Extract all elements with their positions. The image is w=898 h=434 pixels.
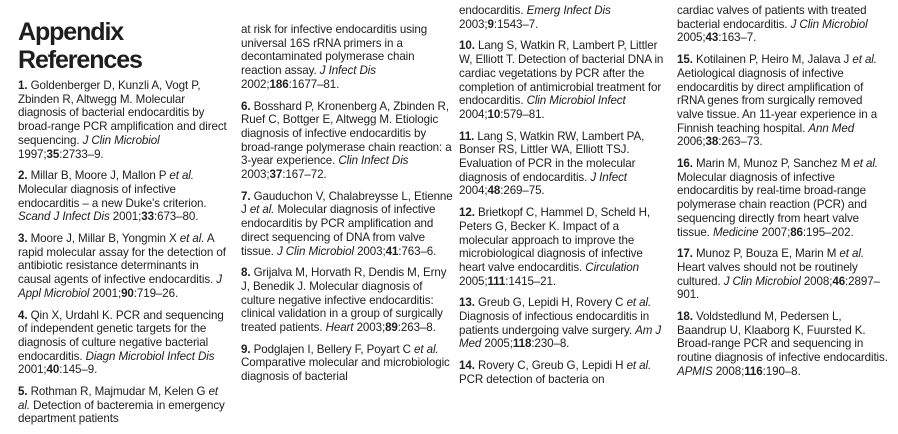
- reference-volume: 86: [790, 225, 803, 239]
- reference-et-al: et al.: [169, 169, 194, 183]
- reference-year: 2001;: [112, 210, 142, 224]
- reference-volume: 10: [487, 107, 501, 121]
- reference-pages: :579–81.: [500, 107, 545, 121]
- reference-9-text: endocarditis.: [459, 4, 524, 17]
- reference-pages: :190–8.: [762, 364, 801, 378]
- reference-item: [241, 266, 453, 335]
- reference-number: 1.: [18, 79, 28, 92]
- reference-journal: Scand J Infect Dis: [18, 210, 110, 224]
- reference-item: [18, 309, 230, 378]
- reference-number: 10.: [459, 39, 475, 53]
- reference-et-al: et al.: [852, 53, 877, 67]
- reference-list-4: [677, 53, 889, 378]
- reference-pages: :263–8.: [397, 321, 436, 335]
- reference-year: 2003;: [241, 168, 270, 182]
- reference-list-1: [18, 79, 230, 426]
- reference-item: [18, 79, 230, 161]
- reference-volume: 37: [269, 168, 283, 182]
- reference-list-2: [241, 100, 453, 384]
- reference-number: 11.: [459, 129, 475, 143]
- reference-et-al: et al.: [179, 232, 205, 246]
- reference-item: [18, 169, 230, 224]
- reference-authors-title: Voldstedlund M, Pedersen L, Baandrup U, Klaaborg K, Fuursted K. Broad-range PCR and sequencing in routine diagnosis of infective endocarditis.: [677, 310, 888, 365]
- reference-number: 16.: [677, 157, 693, 171]
- page-title: Appendix References: [18, 18, 142, 74]
- reference-pages: :230–8.: [531, 337, 570, 351]
- reference-5-pages: :1677–81.: [288, 77, 340, 91]
- reference-title: Detection of bacteremia in emergency department patients: [18, 398, 225, 426]
- column-3: [459, 4, 671, 395]
- reference-year: 2003;: [357, 244, 386, 258]
- reference-journal: Am J Med: [459, 323, 662, 351]
- reference-item: [677, 53, 889, 149]
- reference-pages: :167–72.: [282, 168, 327, 182]
- reference-5-year: 2002;: [241, 77, 270, 91]
- reference-journal: J Appl Microbiol: [18, 273, 222, 300]
- reference-title: Aetiological diagnosis of infective endocarditis by direct amplification of rRNA genes from surgically removed valve tissue. An 11-year experience in a Finnish teaching hospital.: [677, 66, 878, 135]
- reference-volume: 90: [121, 286, 134, 300]
- reference-number: 13.: [459, 296, 475, 310]
- reference-title: Molecular diagnosis of infective endocarditis by real-time broad-range polymerase chain reaction (PCR) and sequencing directly from heart valve tissue.: [677, 170, 867, 239]
- reference-item: [459, 359, 671, 386]
- reference-list-3: [459, 39, 671, 386]
- reference-14-continuation: [677, 4, 889, 45]
- reference-journal: Clin Microbiol Infect: [526, 94, 626, 108]
- reference-authors-title: Podglajen I, Bellery F, Poyart C: [253, 342, 411, 356]
- reference-item: [18, 385, 230, 426]
- reference-number: 15.: [677, 53, 693, 67]
- reference-item: [241, 343, 453, 384]
- reference-5-text: at risk for infective endocarditis using universal 16S rRNA primers in a decontaminated polymerase chain reaction assay.: [241, 23, 428, 78]
- reference-item: [459, 130, 671, 199]
- reference-number: 12.: [459, 206, 475, 220]
- reference-volume: 41: [385, 244, 399, 258]
- reference-authors-title: Brietkopf C, Hammel D, Scheld H, Peters G, Becker K. Impact of a molecular approach to improve the microbiological diagnosis of infective heart valve endocarditis.: [459, 206, 651, 274]
- reference-pages: :269–75.: [500, 184, 545, 198]
- reference-item: [459, 206, 671, 288]
- reference-volume: 111: [487, 274, 506, 288]
- reference-journal: Heart: [325, 321, 354, 335]
- reference-item: [241, 190, 453, 259]
- reference-number: 9.: [241, 342, 251, 356]
- reference-title: Molecular diagnosis of infective endocarditis – a new Duke's criterion.: [18, 182, 207, 210]
- reference-number: 18.: [677, 310, 693, 324]
- reference-9-year: 2003;: [459, 17, 488, 31]
- reference-volume: 38: [705, 135, 719, 149]
- reference-title: PCR detection of bacteria on: [459, 372, 605, 386]
- reference-number: 2.: [18, 169, 28, 183]
- reference-9-pages: :1543–7.: [493, 17, 539, 31]
- reference-et-al: et al.: [18, 385, 219, 412]
- reference-item: [18, 232, 230, 301]
- reference-title: Comparative molecular and microbiologic diagnosis of bacterial: [241, 356, 450, 384]
- reference-title: A rapid molecular assay for the detection of antibiotic resistance determinants in causal agents of infective endocarditis.: [18, 232, 226, 287]
- reference-number: 8.: [241, 266, 251, 280]
- reference-item: [677, 157, 889, 239]
- reference-volume: 46: [832, 274, 846, 288]
- reference-journal: J Clin Microbiol: [276, 244, 354, 258]
- reference-volume: 40: [46, 363, 60, 377]
- reference-item: [241, 100, 453, 182]
- reference-pages: :1415–21.: [505, 274, 556, 288]
- reference-year: 2001;: [92, 286, 122, 300]
- reference-item: [677, 310, 889, 379]
- reference-item: [459, 296, 671, 351]
- reference-et-al: et al.: [249, 203, 275, 217]
- reference-5-continuation: [241, 23, 453, 92]
- reference-pages: :2897–901.: [677, 274, 880, 302]
- reference-volume: 89: [385, 321, 398, 335]
- column-2: [241, 23, 453, 392]
- reference-et-al: et al.: [853, 157, 878, 171]
- reference-14-text: cardiac valves of patients with treated bacterial endocarditis.: [677, 4, 867, 31]
- reference-journal: J Infect: [590, 170, 627, 184]
- reference-year: 2003;: [356, 321, 386, 335]
- reference-title: Diagnosis of infectious endocarditis in patients undergoing valve surgery.: [459, 310, 650, 337]
- reference-5-volume: 186: [269, 77, 289, 91]
- reference-item: [677, 247, 889, 302]
- reference-pages: :673–80.: [153, 210, 199, 224]
- reference-number: 5.: [18, 385, 28, 399]
- reference-9-volume: 9: [487, 17, 494, 31]
- reference-journal: Ann Med: [808, 121, 855, 135]
- reference-authors-title: Munoz P, Bouza E, Marin M: [695, 247, 837, 261]
- reference-volume: 118: [512, 337, 532, 351]
- reference-14-journal: J Clin Microbiol: [790, 17, 868, 31]
- reference-authors-title: Goldenberger D, Kunzli A, Vogt P, Zbinden R, Altwegg M. Molecular diagnosis of bacterial endocarditis by broad-range PCR amplification and direct sequencing.: [18, 79, 227, 147]
- reference-et-al: et al.: [839, 247, 864, 261]
- reference-year: 2004;: [459, 107, 488, 121]
- reference-year: 2005;: [459, 274, 488, 288]
- reference-journal: Clin Infect Dis: [338, 154, 409, 168]
- reference-et-al: et al.: [414, 342, 439, 356]
- reference-year: 2006;: [677, 135, 706, 149]
- reference-pages: :145–9.: [59, 363, 98, 377]
- reference-journal: J Clin Microbiol: [82, 133, 160, 147]
- reference-authors-title: Gauduchon V, Chalabreysse L, Etienne J: [241, 189, 453, 217]
- reference-year: 2001;: [18, 363, 47, 377]
- reference-9-continuation: [459, 4, 671, 31]
- reference-14-volume: 43: [705, 31, 719, 45]
- reference-authors-title: Marin M, Munoz P, Sanchez M: [695, 157, 851, 171]
- reference-authors-title: Lang S, Watkin RW, Lambert PA, Bonser RS, Littler WA, Elliott TSJ. Evaluation of PCR in the molecular diagnosis of endocarditis.: [459, 129, 645, 184]
- reference-year: 2007;: [761, 225, 791, 239]
- reference-authors-title: Rovery C, Greub G, Lepidi H: [477, 359, 624, 373]
- reference-journal: J Clin Microbiol: [723, 274, 801, 288]
- reference-volume: 35: [46, 147, 60, 161]
- reference-year: 2008;: [803, 274, 833, 288]
- reference-number: 17.: [677, 247, 693, 261]
- column-1: [18, 18, 230, 434]
- reference-volume: 48: [487, 184, 501, 198]
- reference-et-al: et al.: [626, 296, 652, 310]
- reference-pages: :719–26.: [133, 286, 179, 300]
- reference-number: 14.: [459, 359, 475, 373]
- reference-authors-title: Greub G, Lepidi H, Rovery C: [477, 296, 624, 310]
- reference-authors-title: Rothman R, Majmudar M, Kelen G: [30, 385, 206, 399]
- reference-authors-title: Moore J, Millar B, Yongmin X: [30, 232, 177, 246]
- reference-14-year: 2005;: [677, 31, 706, 45]
- reference-et-al: et al.: [626, 359, 652, 373]
- reference-authors-title: Lang S, Watkin R, Lambert P, Littler W, Elliott T. Detection of bacterial DNA in cardiac vegetations by PCR after the completion of antimicrobial treatment for endocarditis.: [459, 39, 664, 108]
- reference-pages: :263–73.: [718, 135, 763, 149]
- reference-pages: :763–6.: [398, 244, 437, 258]
- reference-year: 1997;: [18, 147, 47, 161]
- reference-14-pages: :163–7.: [718, 31, 757, 45]
- column-4: [677, 4, 889, 387]
- reference-5-journal: J Infect Dis: [319, 64, 376, 78]
- reference-year: 2004;: [459, 184, 488, 198]
- reference-volume: 116: [744, 364, 763, 378]
- reference-authors-title: Qin X, Urdahl K. PCR and sequencing of independent genetic targets for the diagnosis of culture negative bacterial endocarditis.: [18, 308, 224, 363]
- reference-number: 3.: [18, 232, 28, 246]
- reference-pages: :2733–9.: [59, 147, 104, 161]
- reference-journal: Circulation: [585, 260, 639, 274]
- reference-year: 2008;: [715, 364, 745, 378]
- reference-9-journal: Emerg Infect Dis: [526, 4, 611, 17]
- reference-authors-title: Kotilainen P, Heiro M, Jalava J: [695, 53, 850, 67]
- reference-number: 6.: [241, 99, 251, 113]
- reference-number: 7.: [241, 189, 251, 203]
- reference-authors-title: Millar B, Moore J, Mallon P: [30, 169, 167, 183]
- reference-item: [459, 39, 671, 121]
- reference-number: 4.: [18, 308, 28, 322]
- reference-pages: :195–202.: [802, 225, 854, 239]
- reference-volume: 33: [141, 210, 154, 224]
- reference-authors-title: Bosshard P, Kronenberg A, Zbinden R, Ruef C, Bottger E, Altwegg M. Etiologic diagnosis of infective endocarditis by broad-range polymerase chain reaction: a 3-year experience.: [241, 99, 452, 168]
- reference-title: Molecular diagnosis of infective endocarditis by PCR amplification and direct sequencing of DNA from valve tissue.: [241, 203, 436, 258]
- reference-year: 2005;: [484, 337, 513, 351]
- reference-journal: Medicine: [712, 225, 759, 239]
- reference-title: Heart valves should not be routinely cultured.: [677, 260, 858, 288]
- reference-journal: APMIS: [677, 364, 713, 378]
- reference-authors-title: Grijalva M, Horvath R, Dendis M, Erny J, Benedik J. Molecular diagnosis of culture negative infective endocarditis: clinical validation in a group of surgically treated patients.: [241, 266, 447, 335]
- reference-journal: Diagn Microbiol Infect Dis: [85, 349, 215, 363]
